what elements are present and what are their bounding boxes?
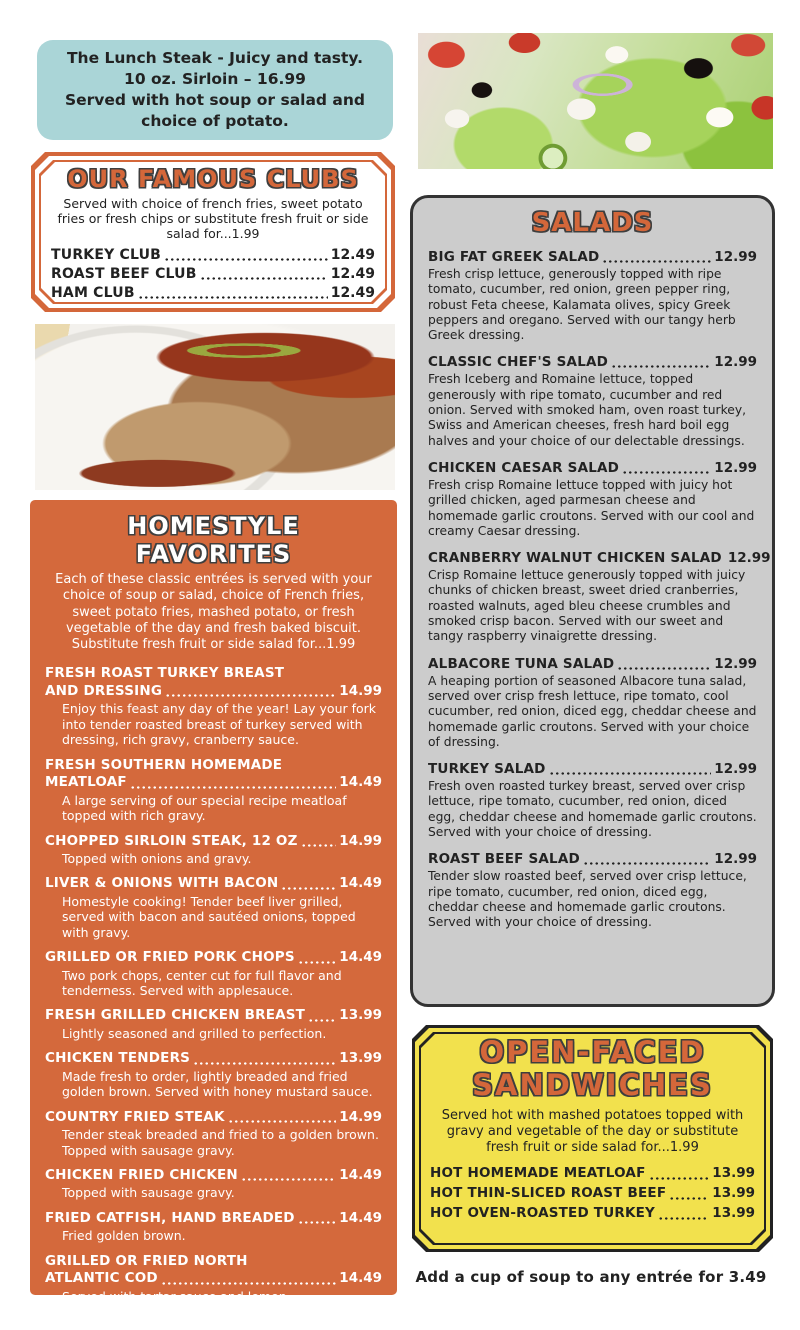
menu-item <box>428 353 757 448</box>
menu-item <box>45 875 382 940</box>
item-price: 14.99 <box>339 832 382 849</box>
item-description: A heaping portion of seasoned Albacore tuna salad, served over crisp fresh lettuce, ripe tomato, cool cucumber, red onion, diced egg, cheddar cheese and homemade garlic croutons. Served with your choice of dressing. <box>428 673 757 749</box>
menu-item <box>430 1163 755 1183</box>
item-price: 13.99 <box>712 1164 755 1181</box>
item-name: COUNTRY FRIED STEAK <box>45 1108 225 1125</box>
menu-item <box>428 549 771 644</box>
dot-leader <box>611 358 711 372</box>
menu-item <box>45 1210 382 1244</box>
homestyle-title: HOMESTYLE FAVORITES <box>127 512 300 568</box>
item-name: CHICKEN TENDERS <box>45 1050 191 1067</box>
menu-item <box>430 1183 755 1203</box>
menu-item <box>45 1109 382 1158</box>
openfaced-items <box>430 1163 755 1223</box>
famous-clubs-title: OUR FAMOUS CLUBS <box>67 165 359 193</box>
item-description: Fresh Iceberg and Romaine lettuce, topped generously with ripe tomato, cucumber and red onion. Served with smoked ham, oven roast turkey, Swiss and American cheeses, fresh hard boil egg halves and your choice of our delectable dressings. <box>428 372 747 448</box>
item-price: 13.99 <box>339 1050 382 1067</box>
open-faced-title-line2: SANDWICHES <box>472 1068 713 1102</box>
menu-item <box>45 665 382 747</box>
dot-leader <box>617 659 711 673</box>
dot-leader <box>622 463 711 477</box>
dot-leader <box>165 687 336 701</box>
item-description: Topped with onions and gravy. <box>62 851 252 867</box>
item-name: CHOPPED SIRLOIN STEAK, 12 OZ <box>45 832 298 849</box>
item-description: Homestyle cooking! Tender beef liver grilled, served with bacon and sautéed onions, topped with gravy. <box>62 893 356 940</box>
dot-leader <box>228 1113 337 1127</box>
item-price: 14.49 <box>339 875 382 892</box>
homestyle-items <box>45 665 382 1304</box>
dot-leader <box>308 1011 336 1025</box>
soup-addon-note: Add a cup of soup to any entrée for 3.49 <box>415 1268 767 1286</box>
dot-leader <box>669 1189 709 1203</box>
menu-item <box>428 248 757 343</box>
menu-item <box>428 760 757 840</box>
item-price: 12.99 <box>714 655 757 672</box>
item-name: ALBACORE TUNA SALAD <box>428 655 615 672</box>
item-description: Topped with sausage gravy. <box>62 1185 235 1201</box>
item-name: LIVER & ONIONS WITH BACON <box>45 875 279 892</box>
item-price: 12.99 <box>714 354 757 371</box>
item-description: Fresh crisp lettuce, generously topped with ripe tomato, cucumber, red onion, green pepper ring, robust Feta cheese, Kalamata olives, spicy Greek peppers and oregano. Served with our tangy herb Greek dressing. <box>428 267 736 343</box>
salads-items <box>428 248 771 931</box>
item-name: CHICKEN FRIED CHICKEN <box>45 1166 238 1183</box>
item-price: 12.49 <box>330 266 375 282</box>
item-name: ROAST BEEF SALAD <box>428 851 580 868</box>
item-name: HOT THIN-SLICED ROAST BEEF <box>430 1184 667 1201</box>
item-price: 14.99 <box>339 682 382 699</box>
item-name-cont: AND DRESSING <box>45 682 163 699</box>
item-name: GRILLED OR FRIED NORTH <box>45 1252 248 1269</box>
item-name: GRILLED OR FRIED PORK CHOPS <box>45 949 295 966</box>
item-description: Fresh oven roasted turkey breast, served over crisp lettuce, ripe tomato, cucumber, red onion, diced egg, cheddar cheese and homemade garlic croutons. Served with your choice of dressing. <box>428 779 757 840</box>
lunch-steak-line: choice of potato. <box>141 112 289 130</box>
menu-item <box>428 655 757 750</box>
dot-leader <box>649 1169 710 1183</box>
clubs-items <box>47 246 379 302</box>
homestyle-favorites-section <box>30 500 397 1304</box>
item-price: 14.49 <box>339 949 382 966</box>
menu-item <box>428 850 757 930</box>
item-name: CRANBERRY WALNUT CHICKEN SALAD <box>428 550 722 567</box>
item-price: 14.49 <box>339 1166 382 1183</box>
item-name: CHICKEN CAESAR SALAD <box>428 459 620 476</box>
dot-leader <box>241 1171 336 1185</box>
item-description: Made fresh to order, lightly breaded and fried golden brown. Served with honey mustard sauce. <box>62 1068 373 1100</box>
item-name: FRESH ROAST TURKEY BREAST <box>45 665 285 682</box>
menu-item <box>47 265 379 283</box>
item-price: 14.49 <box>339 1209 382 1226</box>
lunch-steak-line: 10 oz. Sirloin – 16.99 <box>124 70 306 88</box>
item-description: Tender steak breaded and fried to a golden brown. Topped with sausage gravy. <box>62 1127 379 1158</box>
item-name: HOT OVEN-ROASTED TURKEY <box>430 1204 656 1221</box>
item-price: 13.99 <box>712 1184 755 1201</box>
lunch-steak-line: Served with hot soup or salad and <box>64 91 366 109</box>
menu-item <box>428 459 757 539</box>
item-name: FRIED CATFISH, HAND BREADED <box>45 1209 295 1226</box>
dot-leader <box>658 1209 709 1223</box>
dot-leader <box>583 855 711 869</box>
item-price: 12.99 <box>714 761 757 778</box>
item-name: CLASSIC CHEF'S SALAD <box>428 354 609 371</box>
item-description: Fresh crisp Romaine lettuce topped with juicy hot grilled chicken, aged parmesan cheese and homemade garlic croutons. Served with our cool and creamy Caesar dressing. <box>428 477 755 538</box>
item-price: 12.49 <box>330 285 375 301</box>
item-name: FRESH SOUTHERN HOMEMADE <box>45 756 283 773</box>
item-description: Crisp Romaine lettuce generously topped with juicy chunks of chicken breast, sweet dried cranberries, roasted walnuts, aged bleu cheese crumbles and smoked crisp bacon. Served with our sweet and tangy raspberry vinaigrette dressing. <box>428 568 746 644</box>
open-faced-title-line1: OPEN-FACED <box>479 1035 706 1069</box>
open-faced-section <box>412 1025 773 1252</box>
item-name: FRESH GRILLED CHICKEN BREAST <box>45 1007 306 1024</box>
item-description: Lightly seasoned and grilled to perfection. <box>62 1025 327 1041</box>
item-price: 12.99 <box>714 851 757 868</box>
item-description: Enjoy this feast any day of the year! Lay your fork into tender roasted breast of turkey served with dressing, rich gravy, cranberry sauce. <box>62 701 377 748</box>
dot-leader <box>281 879 336 893</box>
item-name-cont: MEATLOAF <box>45 774 127 791</box>
dot-leader <box>130 778 337 792</box>
item-description: Two pork chops, center cut for full flavor and tenderness. Served with applesauce. <box>62 967 342 999</box>
lunch-steak-line: The Lunch Steak - Juicy and tasty. <box>66 49 364 67</box>
meatloaf-slices-photo <box>35 324 395 490</box>
homestyle-intro: Each of these classic entrées is served with your choice of soup or salad, choice of French fries, sweet potato fries, mashed potato, or fresh vegetable of the day and fresh baked biscuit. Substitute fresh fruit or side salad for...1.99 <box>55 572 372 653</box>
item-price: 14.49 <box>339 1270 382 1287</box>
salads-section <box>410 195 775 1007</box>
item-name: BIG FAT GREEK SALAD <box>428 249 600 265</box>
open-faced-intro: Served hot with mashed potatoes topped with gravy and vegetable of the day or substitute fresh fruit or side salad for...1.99 <box>441 1108 744 1156</box>
item-name: ROAST BEEF CLUB <box>51 266 197 282</box>
famous-clubs-intro: Served with choice of french fries, sweet potato fries or fresh chips or substitute fresh fruit or side salad for...1.99 <box>57 196 369 241</box>
dot-leader <box>298 1214 337 1228</box>
item-price: 12.49 <box>330 247 375 263</box>
dot-leader <box>301 837 337 851</box>
item-price: 12.99 <box>727 550 771 567</box>
menu-item <box>47 284 379 302</box>
item-price: 13.99 <box>339 1007 382 1024</box>
item-description: A large serving of our special recipe meatloaf topped with rich gravy. <box>62 792 347 824</box>
menu-item <box>45 1167 382 1201</box>
dot-leader <box>193 1054 336 1068</box>
dot-leader <box>138 288 328 302</box>
dot-leader <box>549 765 712 779</box>
menu-item <box>430 1203 755 1223</box>
item-name-cont: ATLANTIC COD <box>45 1270 158 1287</box>
dot-leader <box>164 250 328 264</box>
greek-salad-photo <box>418 33 773 169</box>
menu-item <box>45 757 382 824</box>
lunch-steak-box <box>37 40 393 140</box>
menu-item <box>47 246 379 264</box>
famous-clubs-section <box>31 152 395 312</box>
item-price: 14.99 <box>339 1108 382 1125</box>
item-name: HOT HOMEMADE MEATLOAF <box>430 1164 646 1181</box>
item-description: Served with tartar sauce and lemon. <box>62 1288 291 1304</box>
item-price: 14.49 <box>339 774 382 791</box>
dot-leader <box>200 269 328 283</box>
dot-leader <box>602 253 711 267</box>
dot-leader <box>161 1274 337 1288</box>
dot-leader <box>298 953 336 967</box>
item-description: Fried golden brown. <box>62 1228 186 1244</box>
item-name: TURKEY CLUB <box>51 247 162 263</box>
item-description: Tender slow roasted beef, served over crisp lettuce, ripe tomato, cucumber, red onion, diced egg, cheddar cheese and homemade garlic croutons. Served with your choice of dressing. <box>428 869 747 930</box>
menu-item <box>45 1253 382 1304</box>
salads-title: SALADS <box>531 208 654 238</box>
item-price: 12.99 <box>714 249 757 265</box>
item-price: 12.99 <box>714 459 757 476</box>
menu-item <box>45 1007 382 1041</box>
menu-item <box>45 833 382 867</box>
menu-item <box>45 1050 382 1099</box>
item-name: TURKEY SALAD <box>428 761 546 778</box>
menu-item <box>45 949 382 998</box>
item-name: HAM CLUB <box>51 285 135 301</box>
item-price: 13.99 <box>712 1204 755 1221</box>
